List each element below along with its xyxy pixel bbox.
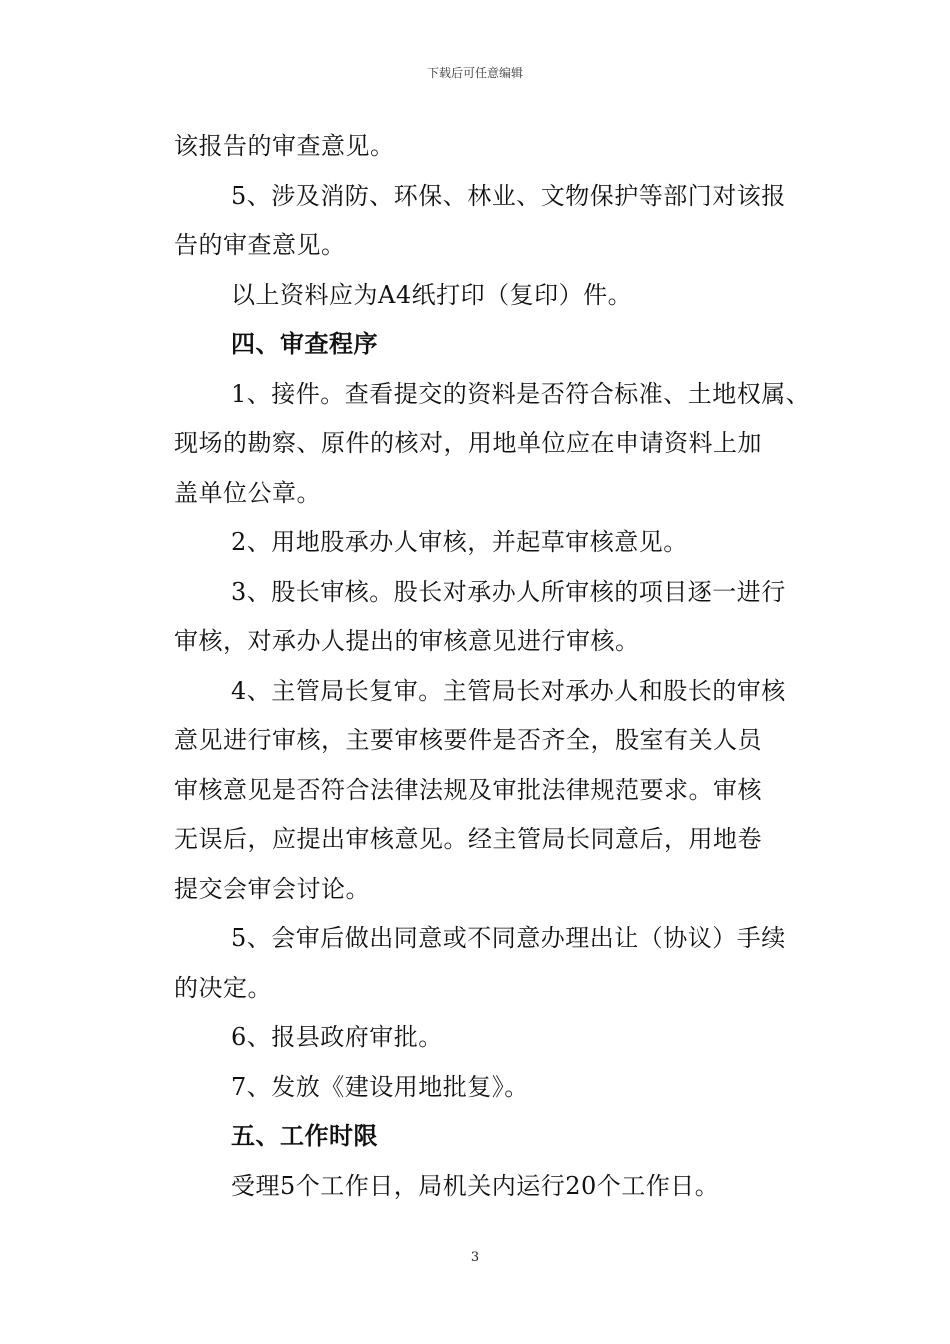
text-line: 1、接件。查看提交的资料是否符合标准、土地权属、	[231, 379, 811, 408]
page-number: 3	[470, 1250, 480, 1265]
text-line: 7、发放《建设用地批复》。	[231, 1072, 529, 1101]
text-line: 盖单位公章。	[174, 478, 321, 507]
text-line: 的决定。	[174, 973, 272, 1002]
page-header: 下载后可任意编辑	[426, 66, 523, 80]
text-line: 6、报县政府审批。	[231, 1023, 443, 1051]
text-line: 4、主管局长复审。主管局长对承办人和股长的审核	[231, 676, 786, 705]
text-line: 意见进行审核，主要审核要件是否齐全，股室有关人员	[174, 726, 762, 754]
text-line: 审核意见是否符合法律法规及审批法律规范要求。审核	[174, 775, 762, 804]
text-line: 提交会审会讨论。	[174, 874, 370, 903]
text-line: 5、涉及消防、环保、林业、文物保护等部门对该报	[231, 181, 786, 210]
text-line: 2、用地股承办人审核，并起草审核意见。	[231, 528, 688, 556]
text-line: 5、会审后做出同意或不同意办理出让（协议）手续	[231, 924, 786, 952]
text-line: 审核，对承办人提出的审核意见进行审核。	[174, 627, 640, 655]
section-heading: 四、审查程序	[231, 330, 378, 358]
text-line: 该报告的审查意见。	[174, 132, 395, 160]
text-line: 以上资料应为A4纸打印（复印）件。	[231, 280, 633, 309]
section-heading: 五、工作时限	[231, 1122, 378, 1150]
text-line: 告的审查意见。	[174, 231, 346, 259]
text-line: 3、股长审核。股长对承办人所审核的项目逐一进行	[231, 577, 786, 606]
text-line: 受理5个工作日，局机关内运行20个工作日。	[231, 1171, 720, 1200]
text-line: 无误后，应提出审核意见。经主管局长同意后，用地卷	[174, 825, 762, 853]
text-line: 现场的勘察、原件的核对，用地单位应在申请资料上加	[174, 429, 762, 457]
document-body	[174, 122, 824, 1211]
